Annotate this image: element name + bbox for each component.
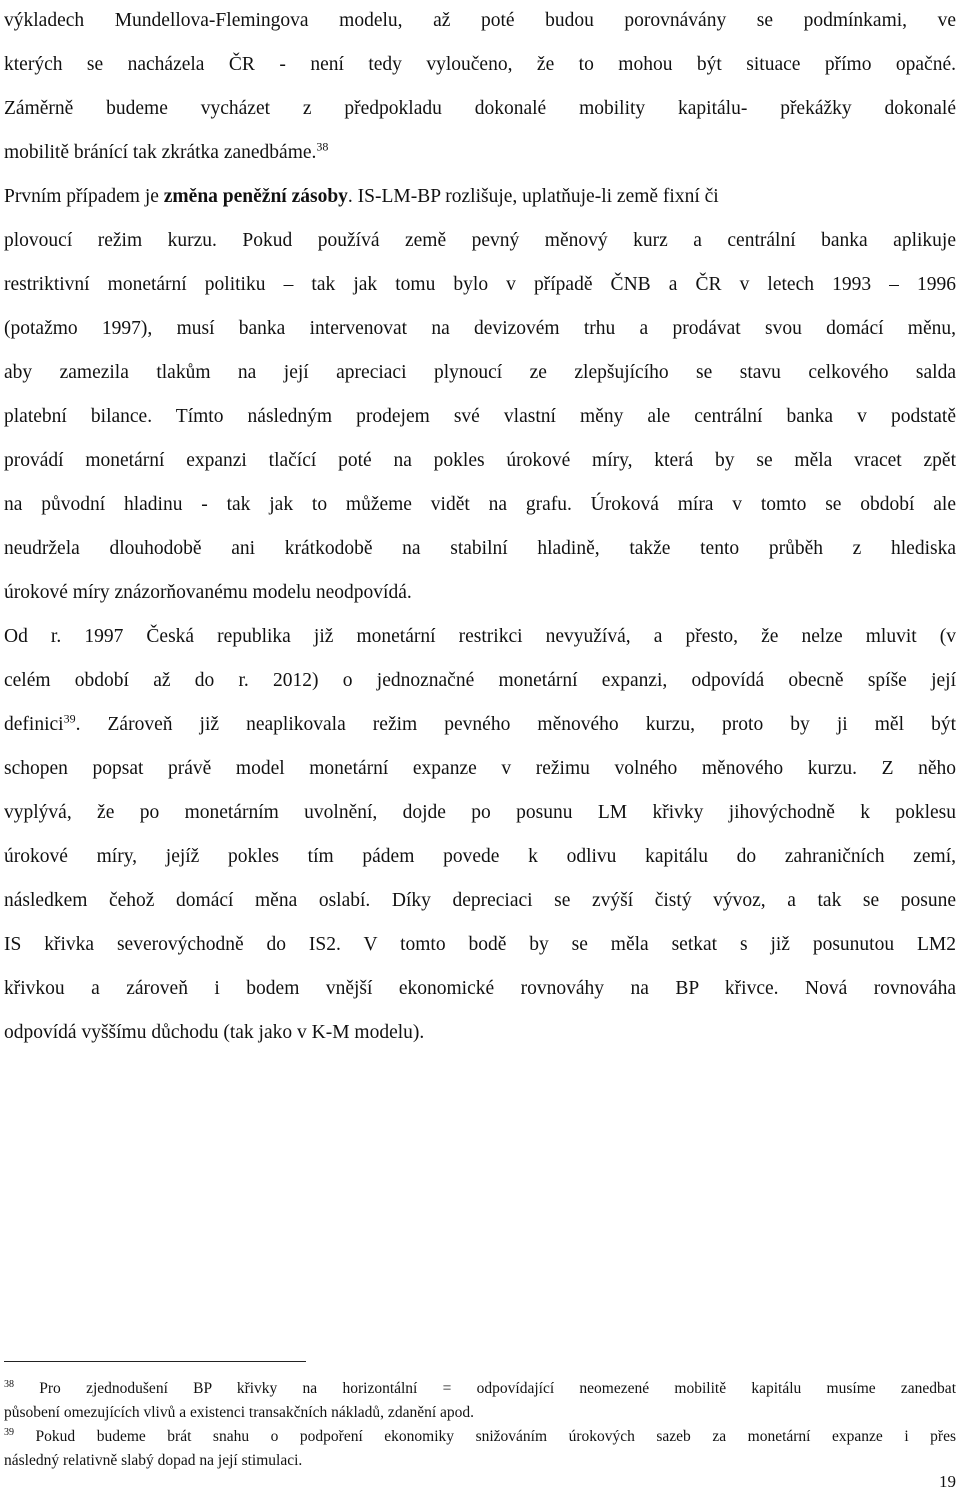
body-line: neudržela dlouhodobě ani krátkodobě na stabilní hladině, takže tento průběh z hlediska — [4, 538, 956, 559]
bold-term: změna peněžní zásoby — [163, 186, 348, 207]
body-text: Pokud používá země pevný měnový kurz a centrální banka aplikuje — [216, 230, 956, 251]
body-line: schopen popsat právě model monetární expanze v režimu volného měnového kurzu. Z něho — [4, 758, 956, 779]
body-line: restriktivní monetární politiku – tak jak tomu bylo v případě ČNB a ČR v letech 1993 – 1996 — [4, 274, 956, 295]
body-text: . Zároveň již neaplikovala režim pevného měnového kurzu, proto by ji měl být — [75, 714, 956, 735]
body-line: aby zamezila tlakům na její apreciaci plynoucí ze zlepšujícího se stavu celkového salda — [4, 362, 956, 383]
body-line: na původní hladinu - tak jak to můžeme vidět na grafu. Úroková míra v tomto se období ale — [4, 494, 956, 515]
footnote-38-continued: působení omezujících vlivů a existenci transakčních nákladů, zdanění apod. — [4, 1404, 475, 1421]
body-line — [4, 182, 956, 212]
body-line: IS křivka severovýchodně do IS2. V tomto bodě by se měla setkat s již posunutou LM2 — [4, 934, 956, 955]
body-text: . IS-LM-BP rozlišuje, uplatňuje-li země fixní či — [347, 186, 719, 207]
body-line: kterých se nacházela ČR - není tedy vyloučeno, že to mohou být situace přímo opačné. — [4, 54, 956, 75]
footnote-text: Pro zjednodušení BP křivky na horizontální = odpovídající neomezené mobilitě kapitálu musíme zanedbat — [14, 1380, 956, 1397]
body-line — [4, 710, 956, 740]
footnote-number: 38 — [4, 1378, 14, 1390]
footnote-39 — [4, 1426, 956, 1448]
body-line: celém období až do r. 2012) o jednoznačné monetární expanzi, odpovídá obecně spíše její — [4, 670, 956, 691]
body-line: odpovídá vyššímu důchodu (tak jako v K-M modelu). — [4, 1022, 425, 1043]
body-line: následkem čehož domácí měna oslabí. Díky depreciaci se zvýší čistý vývoz, a tak se posune — [4, 890, 956, 911]
body-line: platební bilance. Tímto následným prodejem své vlastní měny ale centrální banka v podstatě — [4, 406, 956, 427]
footnote-39-continued: následný relativně slabý dopad na její stimulaci. — [4, 1452, 303, 1469]
body-line: Od r. 1997 Česká republika již monetární restrikci nevyužívá, a přesto, že nelze mluvit (v — [4, 626, 956, 647]
body-line: křivkou a zároveň i bodem vnější ekonomické rovnováhy na BP křivce. Nová rovnováha — [4, 978, 956, 999]
body-line: (potažmo 1997), musí banka intervenovat na devizovém trhu a prodávat svou domácí měnu, — [4, 318, 956, 339]
footnote-ref-38[interactable]: 38 — [316, 139, 329, 154]
footnote-text: Pokud budeme brát snahu o podpoření ekonomiky snižováním úrokových sazeb za monetární expanze i přes — [14, 1428, 956, 1445]
footnote-number: 39 — [4, 1426, 14, 1438]
body-line: úrokové míry znázorňovanému modelu neodpovídá. — [4, 582, 412, 603]
footnote-ref-39[interactable]: 39 — [63, 711, 76, 726]
body-text: definici — [4, 714, 64, 735]
body-line: vyplývá, že po monetárním uvolnění, dojde po posunu LM křivky jihovýchodně k poklesu — [4, 802, 956, 823]
body-text: mobilitě bránící tak zkrátka zanedbáme. — [4, 142, 317, 163]
body-text: plovoucí režim kurzu. — [4, 230, 217, 251]
body-line — [4, 226, 956, 256]
page-number: 19 — [939, 1472, 956, 1491]
body-line: výkladech Mundellova-Flemingova modelu, až poté budou porovnávány se podmínkami, ve — [4, 10, 956, 31]
body-line: provádí monetární expanzi tlačící poté na pokles úrokové míry, která by se měla vracet zpět — [4, 450, 956, 471]
footnote-38 — [4, 1378, 956, 1400]
footnote-separator — [4, 1361, 306, 1362]
body-line: Záměrně budeme vycházet z předpokladu dokonalé mobility kapitálu- překážky dokonalé — [4, 98, 956, 119]
body-text: Prvním případem je — [4, 186, 164, 207]
body-line: úrokové míry, jejíž pokles tím pádem povede k odlivu kapitálu do zahraničních zemí, — [4, 846, 956, 867]
body-line — [4, 138, 956, 168]
